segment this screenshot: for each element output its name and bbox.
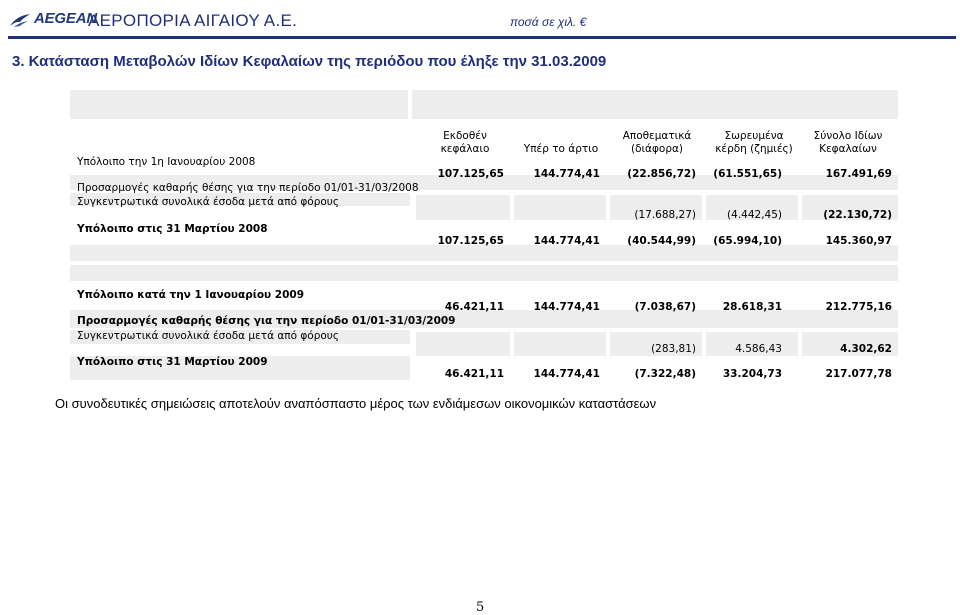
value-cell: 144.774,41: [533, 301, 600, 313]
aegean-bird-icon: [8, 12, 32, 30]
currency-note: ποσά σε χιλ. €: [510, 15, 587, 29]
row-label: Προσαρμογές καθαρής θέσης για την περίοδο 01/01-31/03/2009: [77, 315, 456, 327]
page-number: 5: [476, 600, 485, 615]
band: [412, 90, 898, 119]
value-cell: 46.421,11: [444, 301, 504, 313]
column-header: Εκδοθέν κεφάλαιο: [440, 130, 490, 155]
value-cell: 144.774,41: [533, 168, 600, 180]
value-cell: 107.125,65: [437, 235, 504, 247]
value-cell: (22.856,72): [627, 168, 696, 180]
value-cell: (7.322,48): [634, 368, 696, 380]
value-cell: 33.204,73: [722, 368, 782, 380]
row-label: Συγκεντρωτικά συνολικά έσοδα μετά από φόρους: [77, 330, 340, 342]
header-rule: [8, 36, 956, 39]
value-cell: 144.774,41: [533, 235, 600, 247]
row-label: Υπόλοιπο κατά την 1 Ιανουαρίου 2009: [77, 289, 305, 301]
aegean-logo: [8, 10, 97, 34]
value-cell: 144.774,41: [533, 368, 600, 380]
logo-text: AEGEAN: [34, 10, 97, 27]
value-cell: 4.302,62: [840, 343, 892, 355]
value-cell: 4.586,43: [735, 343, 782, 355]
value-cell: (22.130,72): [823, 209, 892, 221]
value-cell: (65.994,10): [713, 235, 782, 247]
row-label: Προσαρμογές καθαρής θέσης για την περίοδο 01/01-31/03/2008: [77, 182, 419, 194]
value-cell: 217.077,78: [825, 368, 892, 380]
row-label: Υπόλοιπο την 1η Ιανουαρίου 2008: [77, 156, 256, 168]
value-cell: (7.038,67): [634, 301, 696, 313]
value-cell: 107.125,65: [437, 168, 504, 180]
row-label: Υπόλοιπο στις 31 Μαρτίου 2008: [77, 223, 268, 235]
band: [70, 265, 898, 281]
band: [70, 90, 408, 119]
band: [70, 245, 898, 261]
row-label: Υπόλοιπο στις 31 Μαρτίου 2009: [77, 356, 268, 368]
value-cell: 167.491,69: [825, 168, 892, 180]
value-cell: 46.421,11: [444, 368, 504, 380]
column-header: Αποθεματικά (διάφορα): [622, 130, 692, 155]
row-label: Συγκεντρωτικά συνολικά έσοδα μετά από φόρους: [77, 196, 340, 208]
column-header: Σύνολο Ιδίων Κεφαλαίων: [813, 130, 883, 155]
value-cell: (61.551,65): [713, 168, 782, 180]
band: [416, 332, 510, 356]
column-header: Σωρευμένα κέρδη (ζημιές): [715, 130, 793, 155]
page-title: 3. Κατάσταση Μεταβολών Ιδίων Κεφαλαίων της περιόδου που έληξε την 31.03.2009: [12, 53, 607, 70]
column-header: Υπέρ το άρτιο: [523, 143, 599, 155]
value-cell: 212.775,16: [825, 301, 892, 313]
value-cell: 28.618,31: [722, 301, 782, 313]
footnote: Οι συνοδευτικές σημειώσεις αποτελούν αναπόσπαστο μέρος των ενδιάμεσων οικονομικών καταστάσεων: [55, 396, 657, 411]
band: [416, 195, 510, 220]
company-name: ΑΕΡΟΠΟΡΙΑ ΑΙΓΑΙΟΥ Α.Ε.: [88, 11, 298, 30]
value-cell: (4.442,45): [727, 209, 782, 221]
value-cell: 145.360,97: [825, 235, 892, 247]
value-cell: (17.688,27): [634, 209, 696, 221]
value-cell: (40.544,99): [627, 235, 696, 247]
value-cell: (283,81): [651, 343, 696, 355]
